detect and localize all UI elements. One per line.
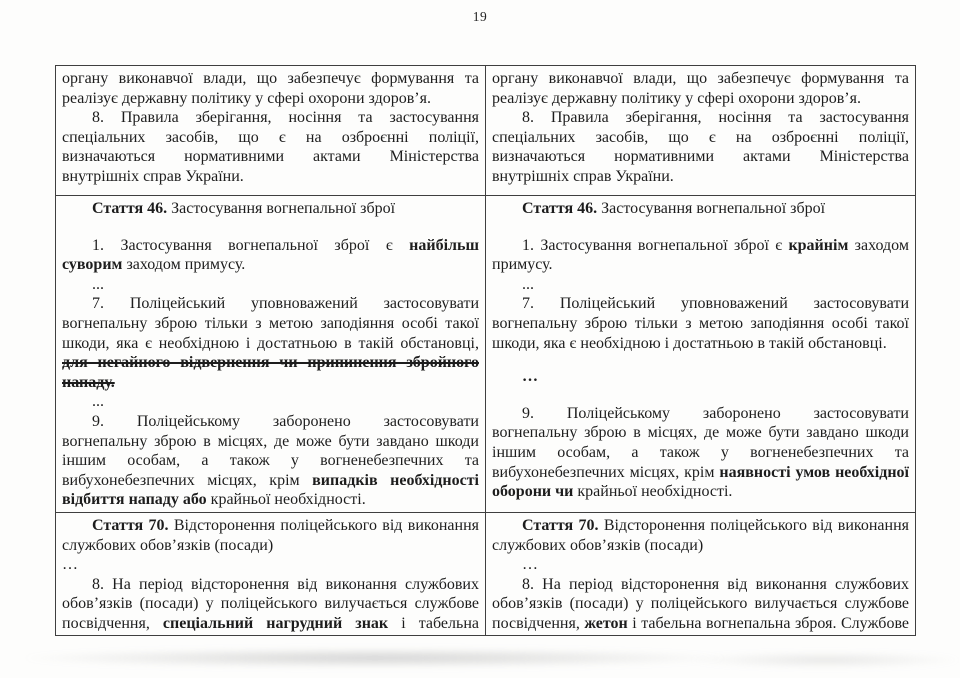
clause-7: [492, 294, 909, 353]
table-row: [56, 512, 916, 636]
continuation-text: [62, 69, 479, 108]
scan-artifact: [25, 648, 725, 668]
ellipsis: [492, 555, 909, 575]
text-run: 8. На період відсторонення від виконання службових обов’язків (посади) у поліцейського вилучається службове посвідчення,: [492, 575, 909, 632]
clause-8-special-means: [62, 108, 479, 186]
text-run: і табельна вогнепальна зброя. Службове: [627, 614, 910, 632]
clause-1: [62, 236, 479, 275]
article-70-heading: [492, 516, 909, 555]
text-run: Відсторонення поліцейського від виконання службових обов’язків (посади): [492, 516, 909, 554]
emphasized-text: Стаття 70.: [92, 516, 169, 534]
article-46-heading: [62, 199, 479, 219]
table-cell: [56, 512, 486, 636]
emphasized-text: Стаття 70.: [522, 516, 599, 534]
text-run: Застосування вогнепальної зброї: [597, 200, 826, 217]
emphasized-text: наявності умов необхідної оборони чи: [492, 463, 910, 501]
text-run: 9. Поліцейському заборонено застосовувати вогнепальну зброю в місцях, де може бути завдано шкоди іншим особам, а також у вогненебезпечних та вибухонебезпечних місцях, крім: [492, 404, 909, 481]
text-run: крайньої необхідності.: [206, 491, 366, 509]
clause-8: [492, 575, 909, 634]
text-run: ...: [92, 275, 104, 293]
text-run: ...: [92, 393, 104, 411]
ellipsis: [492, 275, 909, 295]
text-run: 8. Правила зберігання, носіння та застосування спеціальних засобів, що є на озброєнні поліції, визначаються нормативними актами Міністерства внутрішніх справ України.: [492, 109, 909, 185]
document-table-body: [56, 66, 916, 636]
text-run: 7. Поліцейський уповноважений застосовувати вогнепальну зброю тільки з метою заподіяння особі такої шкоди, яка є необхідною і достатньою в такій обстановці.: [492, 295, 909, 352]
text-run: ...: [522, 275, 534, 293]
emphasized-text: крайнім: [788, 236, 849, 254]
article-70-heading: [62, 516, 479, 555]
document-table: [55, 65, 916, 636]
table-row: [56, 66, 916, 196]
text-run: заходом примусу.: [492, 236, 909, 274]
text-run: 7. Поліцейський уповноважений застосовувати вогнепальну зброю тільки з метою заподіяння особі такої шкоди, яка є необхідною і достатньою в такій обстановці,: [62, 295, 479, 352]
text-run: 8. Правила зберігання, носіння та застосування спеціальних засобів, що є на озброєнні поліції, визначаються нормативними актами Міністерства внутрішніх справ України.: [62, 109, 479, 185]
text-run: Застосування вогнепальної зброї: [167, 200, 396, 217]
emphasized-text: найбільш суворим: [62, 236, 479, 274]
table-cell: [56, 196, 486, 513]
table-cell: [56, 66, 486, 196]
clause-7: [62, 294, 479, 392]
emphasized-text: спеціальний нагрудний знак: [162, 614, 389, 632]
clause-8: [62, 575, 479, 634]
table-cell: [486, 66, 916, 196]
page-number: 19: [472, 9, 488, 24]
clause-1: [492, 236, 909, 275]
emphasized-text: Стаття 46.: [92, 200, 168, 217]
scan-artifact: [690, 652, 960, 668]
text-run: 1. Застосування вогнепальної зброї є: [92, 236, 410, 254]
text-run: 8. На період відсторонення від виконання службових обов’язків (посади) у поліцейського вилучається службове посвідчення,: [62, 575, 479, 632]
ellipsis-standalone: [492, 367, 909, 387]
text-run: крайньої необхідності.: [573, 483, 733, 501]
text-run: 1. Застосування вогнепальної зброї є: [522, 236, 789, 254]
text-run: …: [522, 368, 541, 386]
emphasized-text: Стаття 46.: [522, 200, 598, 217]
ellipsis: [62, 275, 479, 295]
struck-out-text: для негайного відвернення чи припинення збройного нападу.: [62, 354, 479, 391]
text-run: …: [522, 556, 538, 574]
table-cell: [486, 196, 916, 513]
ellipsis: [62, 392, 479, 412]
text-run: органу виконавчої влади, що забезпечує формування та реалізує державну політику у сфері охорони здоров’я.: [492, 70, 909, 107]
ellipsis: [62, 555, 479, 575]
table-row: [56, 196, 916, 513]
clause-8-special-means: [492, 108, 909, 186]
emphasized-text: випадків необхідності відбиття нападу або: [62, 471, 479, 509]
article-46-heading: [492, 199, 909, 219]
text-run: …: [62, 556, 78, 574]
continuation-text: [492, 69, 909, 108]
text-run: і табельна: [388, 614, 479, 632]
text-run: заходом примусу.: [122, 256, 246, 274]
clause-9: [492, 404, 909, 502]
clause-9: [62, 412, 479, 510]
text-run: Відсторонення поліцейського від виконання службових обов’язків (посади): [62, 516, 479, 554]
text-run: органу виконавчої влади, що забезпечує формування та реалізує державну політику у сфері охорони здоров’я.: [62, 70, 479, 107]
text-run: 9. Поліцейському заборонено застосовувати вогнепальну зброю в місцях, де може бути завдано шкоди іншим особам, а також у вогненебезпечних та вибухонебезпечних місцях, крім: [62, 412, 479, 489]
table-cell: [486, 512, 916, 636]
emphasized-text: жетон: [584, 614, 628, 632]
